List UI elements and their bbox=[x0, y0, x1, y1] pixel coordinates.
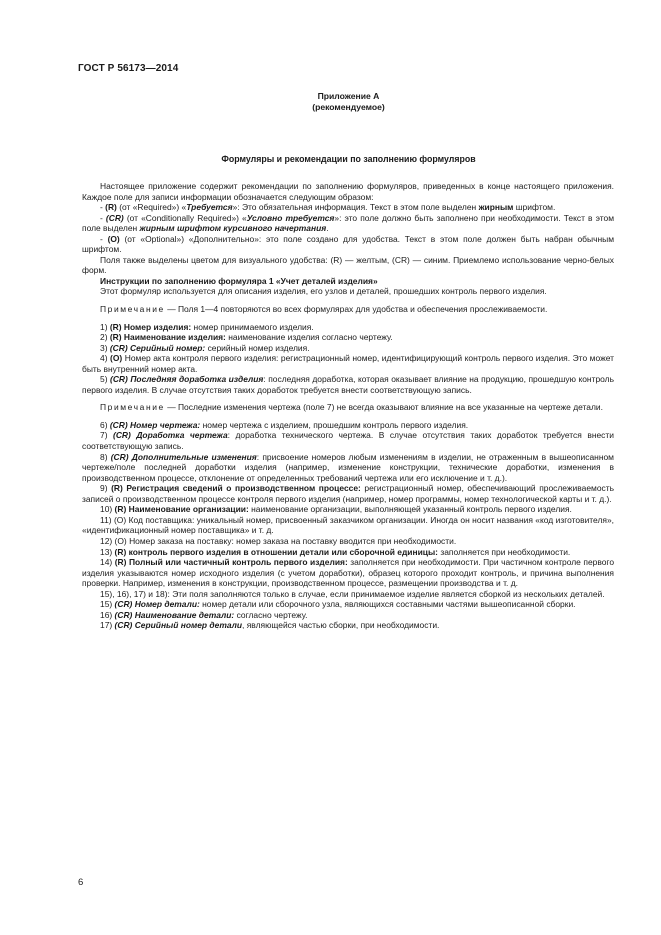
text-run: серийный номер изделия. bbox=[205, 342, 310, 353]
text-run: »: Это обязательная информация. Текст в этом поле выделен bbox=[232, 202, 479, 213]
text-run: : присвоение номеров любым изменениям в изделии, не отраженным в вышеописанном чертеже/поле последней доработки изделия (например, изменение конструкции, технические доработки, изменения в производственном процессе, отклонение от определенных требований чертежа или его исключение и т. д.). bbox=[82, 451, 614, 483]
paragraph bbox=[82, 452, 614, 484]
text-run: (O) bbox=[107, 233, 120, 244]
text-run: 9) bbox=[100, 483, 112, 494]
text-run: 12) (O) Номер заказа на поставку: номер заказа на поставку вводится при необходимости. bbox=[100, 535, 457, 546]
text-run: : доработка технического чертежа. В случае отсутствия таких доработок требуется внести соответствующую запись. bbox=[82, 430, 614, 452]
paragraph bbox=[82, 430, 614, 451]
paragraph bbox=[82, 276, 614, 287]
text-run: 15), 16), 17) и 18): Эти поля заполняются только в случае, если принимаемое изделие является сборкой из нескольких деталей. bbox=[100, 588, 605, 599]
text-run: 5) bbox=[100, 374, 111, 385]
text-run: 15) bbox=[100, 599, 115, 610]
text-run: 17) bbox=[100, 620, 115, 631]
paragraph bbox=[82, 234, 614, 255]
text-run: . bbox=[326, 223, 329, 234]
text-run: (CR) Серийный номер детали bbox=[114, 620, 243, 631]
text-run: (CR) Наименование детали: bbox=[114, 609, 235, 620]
text-run: Примечание bbox=[100, 402, 165, 413]
text-run: (CR) Серийный номер: bbox=[109, 342, 206, 353]
text-run: (от «Optional») «Дополнительно»: это поле создано для удобства. Текст в этом поле должен быть набран обычным шрифтом. bbox=[82, 233, 614, 255]
paragraph bbox=[82, 536, 614, 547]
annex-note: (рекомендуемое) bbox=[312, 102, 385, 112]
paragraph bbox=[82, 213, 614, 234]
paragraph bbox=[82, 504, 614, 515]
text-run: номер детали или сборочного узла, являющихся составными частями вышеописанной сборки. bbox=[199, 599, 576, 610]
text-run: жирным шрифтом курсивного начертания bbox=[139, 223, 327, 234]
annex-title: Приложение А bbox=[317, 91, 380, 101]
text-run: (R) Наименование изделия: bbox=[109, 332, 226, 343]
text-run: 14) bbox=[100, 557, 115, 568]
text-run: (CR) Дополнительные изменения bbox=[110, 451, 257, 462]
text-run: - bbox=[100, 212, 106, 223]
paragraph bbox=[82, 353, 614, 374]
text-run: Требуется bbox=[186, 202, 233, 213]
text-run: регистрационный номер, обеспечивающий прослеживаемость записей о производственном процессе контроля первого изделия (например, номер программы, номер технологической карты и т. д.). bbox=[82, 483, 614, 504]
text-run: »: это поле должно быть заполнено при необходимости. Текст в этом поле выделен bbox=[82, 212, 615, 234]
standard-header: ГОСТ Р 56173—2014 bbox=[78, 63, 179, 74]
text-run: (CR) bbox=[105, 212, 124, 223]
paragraph bbox=[82, 547, 614, 558]
paragraph bbox=[82, 286, 614, 297]
text-run: номер принимаемого изделия. bbox=[191, 321, 314, 332]
text-run: 11) (O) Код поставщика: уникальный номер, присвоенный заказчиком организации. Иногда он носит названия «код изготовителя», «идентификационный номер поставщика» и т. д. bbox=[82, 514, 614, 536]
paragraph bbox=[82, 610, 614, 621]
text-run: — Поля 1—4 повторяются во всех формулярах для удобства и обеспечения прослеживаемости. bbox=[164, 304, 548, 315]
text-run: (CR) Номер детали: bbox=[114, 599, 200, 610]
paragraph bbox=[82, 515, 614, 536]
text-run: Условно требуется bbox=[246, 212, 335, 223]
paragraph bbox=[82, 304, 614, 315]
paragraph bbox=[82, 202, 614, 213]
paragraph bbox=[82, 402, 614, 413]
text-run: (CR) Последняя доработка изделия bbox=[110, 374, 264, 385]
text-run: 7) bbox=[100, 430, 114, 441]
text-run: наименование организации, выполняющей указанный контроль первого изделия. bbox=[248, 504, 572, 515]
paragraph bbox=[82, 343, 614, 354]
paragraph bbox=[82, 255, 614, 276]
text-run: Инструкции по заполнению формуляра 1 «Учет деталей изделия» bbox=[100, 275, 378, 286]
document-body bbox=[82, 181, 614, 631]
text-run: Поля также выделены цветом для визуального удобства: (R) — желтым, (CR) — синим. Приемлемо использование черно-белых форм. bbox=[82, 254, 614, 276]
text-run: 8) bbox=[100, 451, 111, 462]
text-run: (R) Номер изделия: bbox=[109, 321, 192, 332]
paragraph bbox=[82, 620, 614, 631]
paragraph bbox=[82, 374, 614, 395]
paragraph bbox=[82, 420, 614, 431]
text-run: 1) bbox=[100, 321, 110, 332]
paragraph bbox=[82, 181, 614, 202]
text-run: - bbox=[100, 202, 106, 213]
text-run: наименование изделия согласно чертежу. bbox=[225, 332, 393, 343]
text-run: — Последние изменения чертежа (поле 7) не всегда оказывают влияние на все указанные на чертеже детали. bbox=[164, 402, 603, 413]
page-number: 6 bbox=[78, 877, 84, 888]
text-run: жирным bbox=[478, 202, 514, 213]
text-run: (R) Регистрация сведений о производственном процессе: bbox=[111, 483, 361, 494]
text-run: , являющейся частью сборки, при необходимости. bbox=[242, 620, 440, 631]
text-run: шрифтом. bbox=[513, 202, 556, 213]
paragraph bbox=[82, 332, 614, 343]
text-run: : последняя доработка, которая оказывает влияние на продукцию, прошедшую контроль первого изделия. В случае отсутствия таких доработок требуется внести соответствующую запись. bbox=[82, 374, 614, 395]
text-run: - bbox=[100, 233, 108, 244]
paragraph bbox=[82, 322, 614, 333]
text-run: (R) Полный или частичный контроль первого изделия: bbox=[114, 557, 348, 568]
text-run: (R) Наименование организации: bbox=[114, 504, 249, 515]
annex-heading bbox=[0, 91, 661, 113]
paragraph bbox=[82, 599, 614, 610]
text-run: Этот формуляр используется для описания изделия, его узлов и деталей, прошедших контроль первого изделия. bbox=[100, 286, 547, 297]
text-run: (CR) Доработка чертежа bbox=[113, 430, 228, 441]
text-run: (от «Conditionally Required») « bbox=[123, 212, 247, 223]
section-title: Формуляры и рекомендации по заполнению формуляров bbox=[221, 154, 476, 164]
text-run: 3) bbox=[100, 342, 110, 353]
text-run: 10) bbox=[100, 504, 115, 515]
text-run: Настоящее приложение содержит рекомендации по заполнению формуляров, приведенных в конце настоящего приложения. Каждое поле для записи информации обозначается следующим образом: bbox=[82, 181, 614, 202]
text-run: 13) bbox=[100, 546, 115, 557]
text-run: 16) bbox=[100, 609, 115, 620]
text-run: Примечание bbox=[100, 304, 165, 315]
paragraph bbox=[82, 589, 614, 600]
paragraph bbox=[82, 557, 614, 589]
text-run: заполняется при необходимости. bbox=[437, 546, 571, 557]
text-run: (O) bbox=[110, 353, 123, 364]
text-run: согласно чертежу. bbox=[234, 609, 308, 620]
text-run: 2) bbox=[100, 332, 110, 343]
text-run: 4) bbox=[100, 353, 111, 364]
text-run: (CR) Номер чертежа: bbox=[109, 419, 201, 430]
text-run: Номер акта контроля первого изделия: регистрационный номер, идентифицирующий контроль первого изделия. Это может быть внутренний номер акта. bbox=[82, 353, 614, 374]
paragraph bbox=[82, 483, 614, 504]
text-run: (от «Required») « bbox=[116, 202, 187, 213]
text-run: (R) bbox=[105, 202, 117, 213]
text-run: (R) контроль первого изделия в отношении детали или сборочной единицы: bbox=[114, 546, 438, 557]
text-run: заполняется при необходимости. При частичном контроле первого изделия указываются номер исходного изделия (с учетом доработки), образец которого проходит контроль, и причина выполнения проверки. Например, изменения в конструкции, производственном процессе, размещении производства и т. д. bbox=[82, 557, 615, 589]
text-run: номер чертежа с изделием, прошедшим контроль первого изделия. bbox=[200, 419, 469, 430]
text-run: 6) bbox=[100, 419, 110, 430]
